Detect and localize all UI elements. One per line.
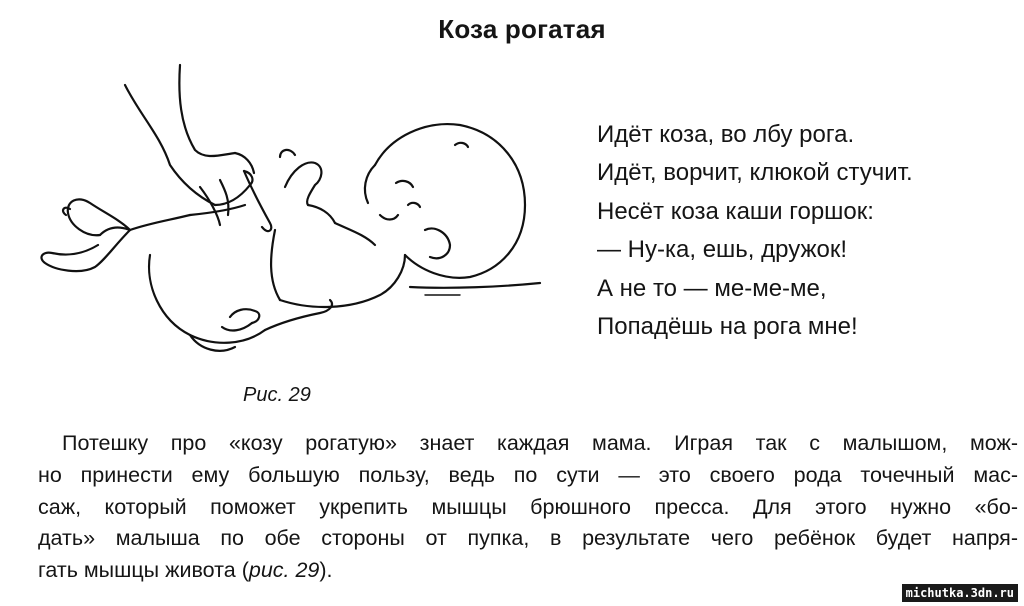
adult-hand-drawing [125,65,271,231]
baby-head-drawing [365,124,525,278]
poem-line: Идёт коза, во лбу рога. [597,121,855,148]
body-line: но принести ему большую пользу, ведь по сути — это своего рода точечный мас- [38,462,1018,487]
poem-line: Попадёшь на рога мне! [597,312,858,340]
poem [597,116,1007,346]
body-paragraph [38,428,1018,587]
figure-reference: рис. 29 [248,558,320,583]
body-line: саж, который поможет укрепить мышцы брюшного пресса. Для этого нужно «бо- [38,494,1018,519]
watermark: michutka.3dn.ru [902,584,1018,602]
baby-massage-illustration [30,55,550,375]
page-title: Коза рогатая [438,14,606,44]
poem-line: — Ну-ка, ешь, дружок! [597,236,848,264]
body-line-last [38,555,1018,587]
poem-line: Идёт, ворчит, клюкой стучит. [597,159,913,187]
baby-lower-arm-drawing [222,300,332,330]
baby-legs-drawing [41,199,265,350]
body-line: Потешку про «козу рогатую» знает каждая мама. Играя так с малышом, мож- [62,431,1018,455]
baby-body-drawing [100,205,405,307]
poem-line: А не то — ме-ме-ме, [597,274,827,302]
body-last-end: ). [319,558,333,583]
body-line: дать» малыша по обе стороны от пупка, в результате чего ребёнок будет напря- [38,526,1018,551]
table-surface-drawing [410,283,540,295]
body-last-text: гать мышцы живота ( [38,558,249,583]
figure-caption: Рис. 29 [243,384,311,406]
poem-line: Несёт коза каши горшок: [597,197,874,225]
baby-raised-arm-drawing [280,150,335,223]
